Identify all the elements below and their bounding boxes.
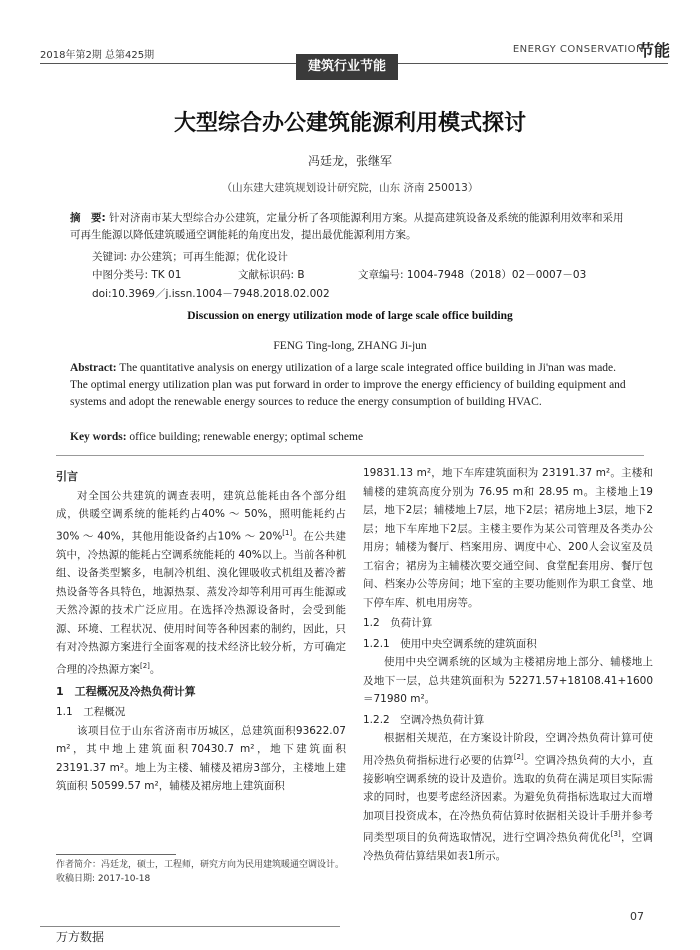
abstract-label-en: Abstract: [70, 362, 117, 374]
keywords-label-zh: 关键词: [92, 251, 128, 263]
body-right-column [363, 464, 653, 866]
document-code: 文献标识码: B [238, 269, 305, 281]
citation-ref[interactable]: [1] [282, 528, 293, 537]
intro-paragraph: 对全国公共建筑的调查表明，建筑总能耗由各个部分组成，供暖空调系统的能耗约占40% ～ 50%，照明能耗约占30% ～ 40%，其他用能设备约占10% ～ 20%[1]。在公共建筑中，冷热源的能耗占空调系统能耗的 40%以上。当前各种机组、设备类型繁多，电制冷机组、溴化锂吸收式机组及蓄冷蓄热设备等各具特色，地源热泵、蒸发冷却等利用可再生能源或天然冷源的技术广泛应用。在选择冷热源设备时，会受到能源、环境、工程状况、使用时间等各种因素的制约，因此，只有对冷热源方案进行全面客观的技术经济比较分析，方可确定合理的冷热源方案[2]。 [56, 489, 346, 675]
journal-name-en: ENERGY CONSERVATION [512, 44, 644, 55]
section-heading: 1 工程概况及冷热负荷计算 [56, 684, 196, 698]
keywords-label-en: Key words: [70, 431, 127, 443]
subsubsection-heading: 1.2.1 使用中央空调系统的建筑面积 [363, 637, 537, 650]
abstract-zh [70, 210, 630, 244]
journal-logo: 节能 [637, 41, 670, 60]
section-label: 建筑行业节能 [296, 54, 398, 80]
footnote [56, 858, 346, 886]
abstract-label-zh: 摘 要: [70, 212, 106, 224]
abstract-divider [56, 455, 644, 456]
issue-info: 2018年第2期 总第425期 [40, 50, 155, 61]
citation-ref[interactable]: [3] [610, 830, 621, 838]
keywords-zh [92, 249, 288, 264]
citation-ref[interactable]: [2] [140, 661, 150, 670]
page-number: 07 [630, 910, 644, 923]
abstract-text-en: The quantitative analysis on energy utilization of a large scale integrated office building in Ji'nan was made. The optimal energy utilization plan was put forward in order to improve the energy efficiency of building equipment and systems and adopt the renewable energy sources to reduce the energy consumption of building HVAC. [70, 362, 626, 408]
paragraph: 使用中央空调系统的区域为主楼裙房地上部分、辅楼地上及地下一层，总共建筑面积为 52271.57+18108.41+1600＝71980 m²。 [363, 656, 653, 705]
abstract-text-zh: 针对济南市某大型综合办公建筑，定量分析了各项能源利用方案。从提高建筑设备及系统的能源利用效率和采用可再生能源以降低建筑暖通空调能耗的角度出发，提出最优能源利用方案。 [70, 212, 624, 241]
paragraph: 根据相关规范，在方案设计阶段，空调冷热负荷计算可使用冷热负荷指标进行必要的估算[2]。空调冷热负荷的大小，直接影响空调系统的设计及造价。选取的负荷在满足项目实际需求的同时，也要考虑经济因素。为避免负荷指标选取过大而增加项目投资成本，在冷热负荷估算时依据相关设计手册并参考同类型项目的负荷选取情况，进行空调冷热负荷优化[3]，空调冷热负荷估算结果如表1所示。 [363, 732, 654, 862]
subsection-heading: 1.1 工程概况 [56, 706, 126, 718]
keywords-text-en: office building; renewable energy; optimal scheme [129, 431, 364, 443]
keywords-text-zh: 办公建筑；可再生能源；优化设计 [130, 251, 288, 263]
intro-heading: 引言 [56, 470, 78, 483]
paragraph: 该项目位于山东省济南市历城区，总建筑面积93622.07 m²，其中地上建筑面积70430.7 m²，地下建筑面积 23191.37 m²。地上为主楼、辅楼及裙房3部分，主楼地上建筑面积 50599.57 m²，辅楼及裙房地上建筑面积 [56, 724, 346, 792]
subsection-heading: 1.2 负荷计算 [363, 617, 433, 629]
clc-number: 中图分类号: TK 01 [92, 269, 182, 281]
subsubsection-heading: 1.2.2 空调冷热负荷计算 [363, 713, 485, 726]
footer-rule [40, 926, 340, 927]
keywords-en [70, 431, 363, 443]
author-bio: 作者简介：冯廷龙，硕士，工程师，研究方向为民用建筑暖通空调设计。 [56, 860, 345, 870]
footnote-rule [56, 854, 176, 855]
body-left-column [56, 464, 346, 796]
database-watermark: 万方数据 [56, 930, 105, 944]
received-date: 收稿日期: 2017-10-18 [56, 874, 151, 884]
article-title: 大型综合办公建筑能源利用模式探讨 [173, 111, 526, 136]
authors: 冯廷龙，张继军 [307, 154, 392, 168]
title-en: Discussion on energy utilization mode of large scale office building [187, 310, 513, 322]
doi: doi:10.3969／j.issn.1004－7948.2018.02.002 [92, 288, 330, 300]
abstract-en [70, 360, 632, 411]
paragraph-continued: 19831.13 m²，地下车库建筑面积为 23191.37 m²。主楼和辅楼的建筑高度分别为 76.95 m和 28.95 m。主楼地上19层，地下2层；辅楼地上7层，地下2层；裙房地上3层，地下2层；地下车库地下2层。主楼主要作为某公司管理及各类办公用房；辅楼为餐厅、档案用房、调度中心、200人会议室及员工宿舍；裙房为主辅楼次要交通空间、食堂配套用房、餐厅包间、档案办公等房间；地下室的主要功能则作为职工食堂、地下停车库、机电用房等。 [363, 467, 653, 609]
authors-en: FENG Ting-long, ZHANG Ji-jun [273, 340, 427, 352]
affiliation: （山东建大建筑规划设计研究院，山东 济南 250013） [221, 182, 479, 194]
article-number: 文章编号: 1004-7948（2018）02－0007－03 [358, 269, 587, 281]
citation-ref[interactable]: [2] [513, 752, 524, 761]
